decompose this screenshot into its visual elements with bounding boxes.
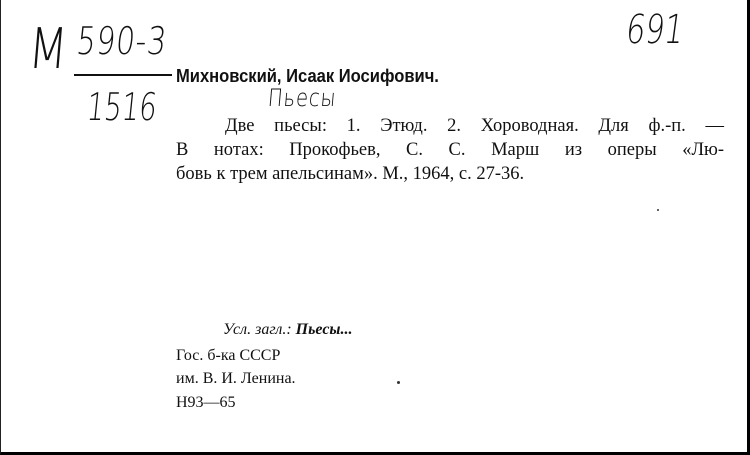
card-footer — [176, 318, 353, 414]
uniform-title — [176, 318, 353, 342]
paper-speck — [657, 209, 659, 211]
shelf-mark-letter: M — [25, 17, 71, 82]
description-body — [176, 114, 724, 186]
shelf-mark-sub-number: 1516 — [84, 85, 159, 129]
corner-handwritten-number: 691 — [623, 7, 687, 53]
description-line: Две пьесы: 1. Этюд. 2. Хороводная. Для ф.-п. — — [225, 116, 724, 136]
library-name-line: им. В. И. Ленина. — [176, 370, 296, 387]
shelf-mark-divider — [74, 74, 172, 76]
library-name-line: Гос. б-ка СССР — [176, 346, 281, 364]
description-line: В нотах: Прокофьев, С. С. Марш из оперы «Лю- — [176, 140, 724, 160]
description-line: бовь к трем апельсинам». М., 1964, с. 27-36. — [176, 164, 525, 184]
card-code: Н93—65 — [176, 393, 236, 411]
uniform-title-label: Усл. загл.: — [223, 321, 292, 338]
shelf-mark-number: 590-3 — [74, 19, 170, 63]
author-heading: Михновский, Исаак Иосифович. — [176, 66, 439, 86]
handwritten-form-note: Пьесы — [266, 84, 338, 112]
paper-speck — [397, 381, 400, 384]
uniform-title-value: Пьесы... — [295, 321, 353, 338]
